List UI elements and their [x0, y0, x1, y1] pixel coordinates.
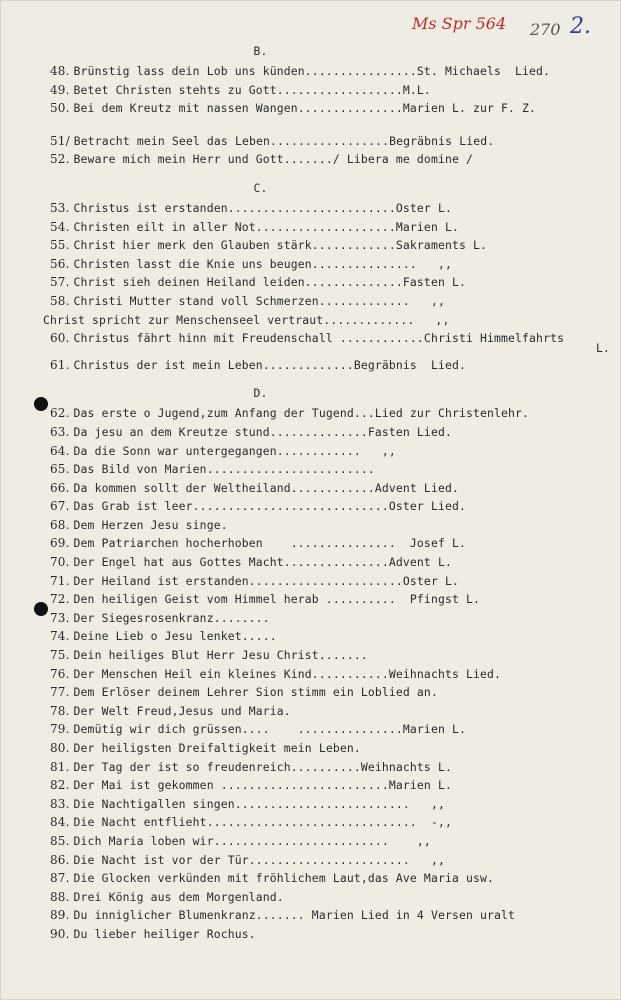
list-item: 87. Die Glocken verkünden mit fröhlichem Laut,das Ave Maria usw. — [50, 871, 495, 886]
list-item: 71. Der Heiland ist erstanden......................Oster L. — [50, 573, 459, 588]
list-item: 69. Dem Patriarchen hocherhoben ............... Josef L. — [50, 536, 466, 551]
section-heading: B. — [253, 44, 268, 58]
list-item: 68. Dem Herzen Jesu singe. — [50, 517, 228, 532]
list-item: 66. Da kommen sollt der Weltheiland............Advent Lied. — [50, 480, 459, 495]
list-item: 50. Bei dem Kreutz mit nassen Wangen...............Marien L. zur F. Z. — [50, 101, 537, 116]
list-item: 85. Dich Maria loben wir......................... ,, — [50, 833, 431, 848]
list-item: 75. Dein heiliges Blut Herr Jesu Christ....... — [50, 648, 368, 663]
list-item: 49. Betet Christen stehts zu Gott..................M.L. — [50, 82, 431, 97]
list-item: 72. Den heiligen Geist vom Himmel herab .......... Pfingst L. — [50, 592, 480, 607]
list-item: 61. Christus der ist mein Leben.............Begräbnis Lied. — [50, 357, 466, 372]
section-heading: D. — [253, 386, 268, 401]
list-item: 67. Das Grab ist leer............................Oster Lied. — [50, 499, 466, 514]
punch-hole — [34, 602, 48, 616]
list-item: 53. Christus ist erstanden........................Oster L. — [50, 200, 452, 215]
list-item: 63. Da jesu an dem Kreutze stund..............Fasten Lied. — [50, 424, 452, 439]
list-item: 78. Der Welt Freud,Jesus und Maria. — [50, 703, 291, 718]
list-item: Christ spricht zur Menschenseel vertraut............. ,, — [43, 312, 450, 327]
list-item: 86. Die Nacht ist vor der Tür....................... ,, — [50, 852, 445, 867]
list-item: 52. Beware mich mein Herr und Gott......./ Libera me domine / — [50, 152, 473, 167]
list-item: 60. Christus fährt hinn mit Freudenschall ............Christi Himmelfahrts — [50, 331, 565, 346]
list-item: 51/ Betracht mein Seel das Leben.................Begräbnis Lied. — [50, 133, 495, 148]
reference-number: 270 — [530, 20, 561, 39]
list-item: 62. Das erste o Jugend,zum Anfang der Tugend...Lied zur Christenlehr. — [50, 406, 530, 421]
list-item: 88. Drei König aus dem Morgenland. — [50, 889, 284, 904]
list-item: 64. Da die Sonn war untergegangen............ ,, — [50, 443, 396, 458]
list-item: 57. Christ sieh deinen Heiland leiden..............Fasten L. — [50, 275, 466, 290]
list-item: 54. Christen eilt in aller Not....................Marien L. — [50, 219, 459, 234]
wrapped-text: L. — [596, 341, 610, 355]
list-item: 84. Die Nacht entflieht.............................. -,, — [50, 815, 452, 830]
list-item: 89. Du inniglicher Blumenkranz....... Marien Lied in 4 Versen uralt — [50, 908, 516, 923]
list-item: 90. Du lieber heiliger Rochus. — [50, 926, 256, 941]
list-item: 48. Brünstig lass dein Lob uns künden................St. Michaels Lied. — [50, 64, 551, 78]
list-item: 55. Christ hier merk den Glauben stärk............Sakraments L. — [50, 238, 488, 253]
list-item: 79. Demütig wir dich grüssen.... ...............Marien L. — [50, 722, 466, 737]
song-list — [43, 40, 611, 944]
list-item: 81. Der Tag der ist so freudenreich..........Weihnachts L. — [50, 759, 452, 774]
page-number: 2. — [570, 14, 591, 39]
section-heading: C. — [253, 180, 268, 195]
punch-hole — [34, 397, 48, 411]
list-item: 70. Der Engel hat aus Gottes Macht...............Advent L. — [50, 555, 452, 570]
list-item: 58. Christi Mutter stand voll Schmerzen............. ,, — [50, 293, 445, 308]
list-item: 76. Der Menschen Heil ein kleines Kind...........Weihnachts Lied. — [50, 666, 502, 681]
list-item: 74. Deine Lieb o Jesu lenket..... — [50, 629, 277, 644]
list-item: 80. Der heiligsten Dreifaltigkeit mein Leben. — [50, 741, 361, 755]
list-item: 83. Die Nachtigallen singen......................... ,, — [50, 796, 445, 811]
shelfmark-annotation: Ms Spr 564 — [412, 14, 507, 33]
list-item: 82. Der Mai ist gekommen ........................Marien L. — [50, 778, 452, 793]
list-item: 73. Der Siegesrosenkranz........ — [50, 610, 270, 625]
list-item: 56. Christen lasst die Knie uns beugen............... ,, — [50, 256, 452, 271]
list-item: 77. Dem Erlöser deinem Lehrer Sion stimm ein Loblied an. — [50, 685, 438, 700]
list-item: 65. Das Bild von Marien........................ — [50, 462, 375, 477]
